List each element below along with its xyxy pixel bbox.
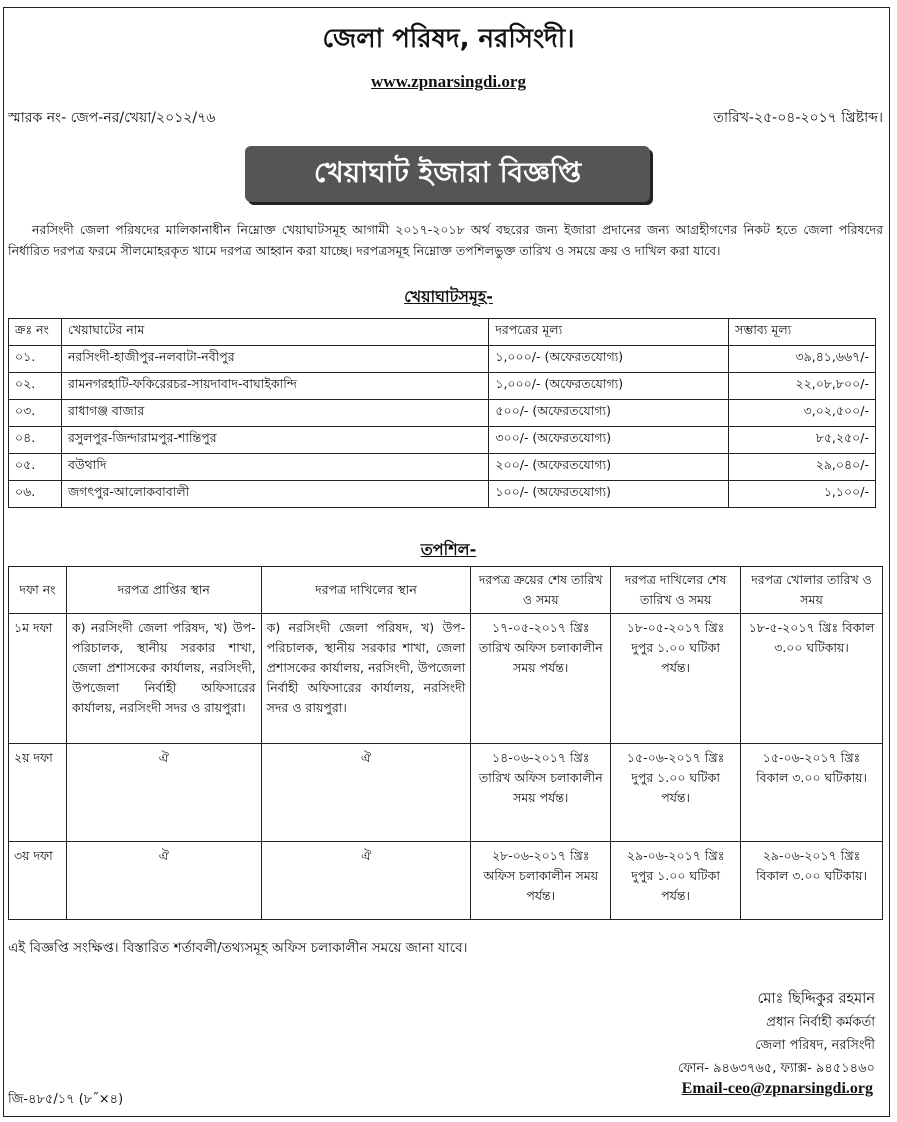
ghat-name: রাধাগঞ্জ বাজার — [61, 400, 488, 427]
submission-deadline: ১৫-০৬-২০১৭ খ্রিঃ দুপুর ১.০০ ঘটিকা পর্যন্ত। — [611, 744, 741, 842]
tender-fee: ১০০/- (অফেরতযোগ্য) — [489, 481, 729, 508]
schedule-table — [8, 566, 883, 920]
schedule-heading: তপশিল- — [420, 540, 477, 559]
signatory-office: জেলা পরিষদ, নরসিংদী — [755, 1038, 875, 1053]
tender-fee: ১,০০০/- (অফেরতযোগ্য) — [489, 373, 729, 400]
notice-banner: খেয়াঘাট ইজারা বিজ্ঞপ্তি — [245, 146, 650, 202]
row-number: ০৩. — [9, 400, 62, 427]
submission-place: ঐ — [261, 842, 471, 920]
phase-label: ১ম দফা — [9, 614, 67, 744]
table-row — [9, 842, 883, 920]
ghats-table — [8, 318, 876, 508]
table-row — [9, 427, 876, 454]
purchase-deadline: ১৭-০৫-২০১৭ খ্রিঃ তারিখ অফিস চলাকালীন সময় পর্যন্ত। — [471, 614, 611, 744]
tender-fee: ১,০০০/- (অফেরতযোগ্য) — [489, 346, 729, 373]
row-number: ০৬. — [9, 481, 62, 508]
row-number: ০৫. — [9, 454, 62, 481]
table-header-row — [9, 567, 883, 614]
notice-date: তারিখ-২৫-০৪-২০১৭ খ্রিষ্টাব্দ। — [713, 110, 883, 126]
submission-place: ক) নরসিংদী জেলা পরিষদ, খ) উপ-পরিচালক, স্থানীয় সরকার শাখা, জেলা প্রশাসকের কার্যালয়, নরসিংদী, উপজেলা নির্বাহী অফিসারের কার্যালয়, নরসিংদী সদর ও রায়পুরা। — [261, 614, 471, 744]
submission-deadline: ২৯-০৬-২০১৭ খ্রিঃ দুপুর ১.০০ ঘটিকা পর্যন্ত। — [611, 842, 741, 920]
purchase-deadline: ২৮-০৬-২০১৭ খ্রিঃ অফিস চলাকালীন সময় পর্যন্ত। — [471, 842, 611, 920]
table-row — [9, 373, 876, 400]
table-row — [9, 346, 876, 373]
table-row — [9, 400, 876, 427]
table-row — [9, 744, 883, 842]
column-header: দরপত্রের মূল্য — [489, 319, 729, 346]
ghat-name: নরসিংদী-হাজীপুর-নলবাটা-নবীপুর — [61, 346, 488, 373]
collection-place: ঐ — [66, 744, 261, 842]
submission-deadline: ১৮-০৫-২০১৭ খ্রিঃ দুপুর ১.০০ ঘটিকা পর্যন্ত। — [611, 614, 741, 744]
ghats-heading: খেয়াঘাটসমূহ- — [404, 287, 493, 306]
column-header: খেয়াঘাটের নাম — [61, 319, 488, 346]
footnote: এই বিজ্ঞপ্তি সংক্ষিপ্ত। বিস্তারিত শর্তাবলী/তথ্যসমূহ অফিস চলাকালীন সময়ে জানা যাবে। — [8, 940, 468, 956]
contact-email-link[interactable]: Email-ceo@zpnarsingdi.org — [681, 1080, 873, 1097]
opening-time: ১৫-০৬-২০১৭ খ্রিঃ বিকাল ৩.০০ ঘটিকায়। — [741, 744, 883, 842]
estimated-price: ১,১০০/- — [729, 481, 876, 508]
table-row — [9, 614, 883, 744]
table-row — [9, 481, 876, 508]
column-header: দরপত্র খোলার তারিখ ও সময় — [741, 567, 883, 614]
submission-place: ঐ — [261, 744, 471, 842]
tender-fee: ২০০/- (অফেরতযোগ্য) — [489, 454, 729, 481]
ghat-name: রসুলপুর-জিন্দারামপুর-শান্তিপুর — [61, 427, 488, 454]
column-header: দরপত্র ক্রয়ের শেষ তারিখ ও সময় — [471, 567, 611, 614]
row-number: ০১. — [9, 346, 62, 373]
ghat-name: বউথাদি — [61, 454, 488, 481]
estimated-price: ৮৫,২৫০/- — [729, 427, 876, 454]
phase-label: ৩য় দফা — [9, 842, 67, 920]
opening-time: ২৯-০৬-২০১৭ খ্রিঃ বিকাল ৩.০০ ঘটিকায়। — [741, 842, 883, 920]
tender-fee: ৩০০/- (অফেরতযোগ্য) — [489, 427, 729, 454]
row-number: ০২. — [9, 373, 62, 400]
column-header: দরপত্র প্রাপ্তির স্থান — [66, 567, 261, 614]
column-header: ক্রঃ নং — [9, 319, 62, 346]
estimated-price: ৩৯,৪১,৬৬৭/- — [729, 346, 876, 373]
tender-fee: ৫০০/- (অফেরতযোগ্য) — [489, 400, 729, 427]
estimated-price: ৩,০২,৫০০/- — [729, 400, 876, 427]
column-header: দরপত্র দাখিলের শেষ তারিখ ও সময় — [611, 567, 741, 614]
estimated-price: ২২,০৮,৮০০/- — [729, 373, 876, 400]
signatory-name: মোঃ ছিদ্দিকুর রহমান — [757, 991, 875, 1007]
row-number: ০৪. — [9, 427, 62, 454]
office-title: জেলা পরিষদ, নরসিংদী। — [322, 24, 575, 54]
ghat-name: জগৎপুর-আলোকবাবালী — [61, 481, 488, 508]
collection-place: ক) নরসিংদী জেলা পরিষদ, খ) উপ-পরিচালক, স্থানীয় সরকার শাখা, জেলা প্রশাসকের কার্যালয়, নরসিংদী, উপজেলা নির্বাহী অফিসারের কার্যালয়, নরসিংদী সদর ও রায়পুরা। — [66, 614, 261, 744]
ghat-name: রামনগরহাটি-ফকিরেরচর-সায়দাবাদ-বাঘাইকান্দি — [61, 373, 488, 400]
publication-code: জি-৪৮৫/১৭ (৮˝×৪) — [8, 1092, 124, 1107]
signature-block — [678, 988, 875, 1080]
column-header: দরপত্র দাখিলের স্থান — [261, 567, 471, 614]
signatory-designation: প্রধান নির্বাহী কর্মকর্তা — [766, 1015, 875, 1030]
opening-time: ১৮-৫-২০১৭ খ্রিঃ বিকাল ৩.০০ ঘটিকায়। — [741, 614, 883, 744]
phase-label: ২য় দফা — [9, 744, 67, 842]
memo-number: স্মারক নং- জেপ-নর/খেয়া/২০১২/৭৬ — [8, 110, 216, 126]
contact-phone: ফোন- ৯৪৬৩৭৬৫, ফ্যাক্স- ৯৪৫১৪৬০ — [677, 1061, 875, 1076]
website-link[interactable]: www.zpnarsingdi.org — [371, 72, 526, 91]
column-header: সম্ভাব্য মূল্য — [729, 319, 876, 346]
intro-paragraph: নরসিংদী জেলা পরিষদের মালিকানাধীন নিম্নোক্ত খেয়াঘাটসমূহ আগামী ২০১৭-২০১৮ অর্থ বছরের জন্য ইজারা প্রদানের জন্য আগ্রহীগণের নিকট হতে জেলা পরিষদের নির্ধারিত দরপত্র ফরমে সীলমোহরকৃত খামে দরপত্র আহ্বান করা যাচ্ছে। দরপত্রসমূহ নিম্নোক্ত তপশিলভুক্ত তারিখ ও সময়ে ক্রয় ও দাখিল করা যাবে। — [8, 222, 883, 258]
table-header-row — [9, 319, 876, 346]
collection-place: ঐ — [66, 842, 261, 920]
table-row — [9, 454, 876, 481]
column-header: দফা নং — [9, 567, 67, 614]
estimated-price: ২৯,০৪০/- — [729, 454, 876, 481]
purchase-deadline: ১৪-০৬-২০১৭ খ্রিঃ তারিখ অফিস চলাকালীন সময় পর্যন্ত। — [471, 744, 611, 842]
